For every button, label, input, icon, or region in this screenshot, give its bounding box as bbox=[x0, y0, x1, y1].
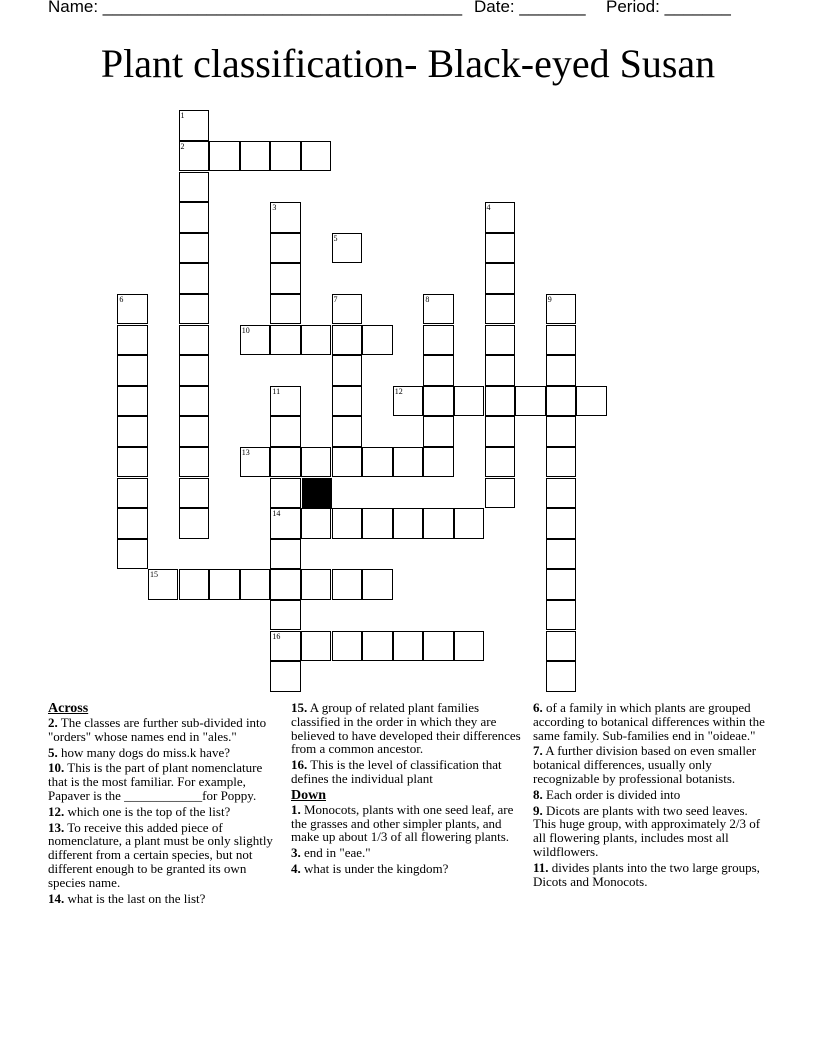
crossword-cell[interactable] bbox=[576, 386, 607, 417]
crossword-cell[interactable] bbox=[117, 508, 148, 539]
crossword-cell[interactable] bbox=[179, 172, 210, 203]
clue-down-8: 8. Each order is divided into bbox=[533, 786, 681, 802]
crossword-cell[interactable] bbox=[179, 294, 210, 325]
crossword-cell[interactable] bbox=[301, 325, 332, 356]
clue-down-11: 11. divides plants into the two large groups, Dicots and Monocots. bbox=[533, 859, 760, 889]
crossword-cell[interactable] bbox=[546, 508, 577, 539]
crossword-cell[interactable] bbox=[423, 447, 454, 478]
crossword-cell[interactable] bbox=[485, 233, 516, 264]
clue-number: 4 bbox=[486, 203, 491, 213]
blocked-square bbox=[302, 478, 333, 509]
crossword-cell[interactable] bbox=[270, 661, 301, 692]
down-heading: Down bbox=[291, 787, 327, 803]
crossword-cell[interactable] bbox=[240, 141, 271, 172]
crossword-cell[interactable] bbox=[301, 447, 332, 478]
clue-number: 11 bbox=[272, 386, 281, 396]
crossword-cell[interactable] bbox=[454, 386, 485, 417]
clue-number: 9 bbox=[547, 294, 552, 304]
clue-down-1: 1. Monocots, plants with one seed leaf, are the grasses and other simpler plants, and make up about 1/3 of all flowering plants. bbox=[291, 801, 514, 845]
crossword-cell[interactable] bbox=[485, 447, 516, 478]
clue-across-15: 15. A group of related plant families classified in the order in which they are believed to have developed their differences from a common ancestor. bbox=[291, 700, 521, 757]
crossword-cell[interactable] bbox=[117, 386, 148, 417]
name-field[interactable]: Name: ______________________________________ bbox=[48, 0, 463, 16]
crossword-cell[interactable] bbox=[209, 569, 240, 600]
crossword-cell[interactable] bbox=[393, 386, 424, 417]
crossword-cell[interactable] bbox=[362, 447, 393, 478]
crossword-cell[interactable] bbox=[546, 631, 577, 662]
crossword-cell[interactable] bbox=[332, 233, 363, 264]
crossword-cell[interactable] bbox=[179, 569, 210, 600]
crossword-cell[interactable] bbox=[454, 631, 485, 662]
crossword-cell[interactable] bbox=[362, 325, 393, 356]
crossword-cell[interactable] bbox=[270, 569, 301, 600]
crossword-cell[interactable] bbox=[332, 386, 363, 417]
crossword-cell[interactable] bbox=[423, 355, 454, 386]
clue-down-4: 4. what is under the kingdom? bbox=[291, 860, 449, 876]
crossword-cell[interactable] bbox=[423, 631, 454, 662]
crossword-cell[interactable] bbox=[546, 447, 577, 478]
crossword-cell[interactable] bbox=[179, 355, 210, 386]
across-heading: Across bbox=[48, 701, 89, 716]
crossword-cell[interactable] bbox=[117, 539, 148, 570]
crossword-cell[interactable] bbox=[454, 508, 485, 539]
crossword-cell[interactable] bbox=[240, 447, 271, 478]
clues-column-3 bbox=[533, 701, 773, 890]
crossword-cell[interactable] bbox=[301, 631, 332, 662]
crossword-cell[interactable] bbox=[332, 416, 363, 447]
crossword-cell[interactable] bbox=[117, 294, 148, 325]
clues-column-2 bbox=[291, 701, 523, 878]
crossword-cell[interactable] bbox=[270, 202, 301, 233]
crossword-cell[interactable] bbox=[393, 508, 424, 539]
date-field[interactable]: Date: _______ bbox=[474, 0, 586, 16]
crossword-cell[interactable] bbox=[179, 386, 210, 417]
crossword-cell[interactable] bbox=[546, 386, 577, 417]
clue-down-6: 6. of a family in which plants are grouped according to botanical differences within the same family. Sub-families end in "oideae." bbox=[533, 700, 765, 743]
clue-across-5: 5. how many dogs do miss.k have? bbox=[48, 744, 230, 760]
clue-number: 13 bbox=[241, 447, 250, 457]
clues-column-1 bbox=[48, 701, 284, 907]
clue-number: 14 bbox=[272, 509, 281, 519]
crossword-cell[interactable] bbox=[423, 508, 454, 539]
clue-number: 15 bbox=[149, 570, 158, 580]
crossword-cell[interactable] bbox=[179, 263, 210, 294]
clue-down-7: 7. A further division based on even smaller botanical differences, usually only recognizable by professional botanists. bbox=[533, 743, 757, 786]
clue-down-9: 9. Dicots are plants with two seed leaves. This huge group, with approximately 2/3 of all flowering plants, includes most all wildflowers. bbox=[533, 802, 761, 859]
crossword-cell[interactable] bbox=[179, 478, 210, 509]
clue-across-10: 10. This is the part of plant nomenclature that is the most familiar. For example, Papaver is the ____________for Poppy. bbox=[48, 760, 263, 803]
crossword-cell[interactable] bbox=[393, 447, 424, 478]
crossword-cell[interactable] bbox=[179, 325, 210, 356]
crossword-cell[interactable] bbox=[270, 141, 301, 172]
crossword-cell[interactable] bbox=[179, 110, 210, 141]
crossword-cell[interactable] bbox=[332, 631, 363, 662]
crossword-cell[interactable] bbox=[117, 325, 148, 356]
clue-number: 2 bbox=[180, 141, 185, 151]
crossword-cell[interactable] bbox=[270, 447, 301, 478]
crossword-cell[interactable] bbox=[179, 202, 210, 233]
clue-down-3: 3. end in "eae." bbox=[291, 845, 371, 861]
clue-number: 1 bbox=[180, 111, 185, 121]
crossword-cell[interactable] bbox=[546, 355, 577, 386]
crossword-cell[interactable] bbox=[485, 263, 516, 294]
clue-number: 10 bbox=[241, 325, 250, 335]
crossword-cell[interactable] bbox=[209, 141, 240, 172]
crossword-cell[interactable] bbox=[362, 569, 393, 600]
crossword-cell[interactable] bbox=[301, 569, 332, 600]
clue-across-2: 2. The classes are further sub-divided into "orders" whose names end in "ales." bbox=[48, 715, 267, 744]
crossword-cell[interactable] bbox=[546, 600, 577, 631]
crossword-cell[interactable] bbox=[270, 600, 301, 631]
crossword-cell[interactable] bbox=[270, 631, 301, 662]
crossword-cell[interactable] bbox=[117, 355, 148, 386]
clue-across-12: 12. which one is the top of the list? bbox=[48, 803, 231, 819]
crossword-cell[interactable] bbox=[485, 294, 516, 325]
crossword-cell[interactable] bbox=[270, 294, 301, 325]
crossword-cell[interactable] bbox=[270, 478, 301, 509]
clue-number: 8 bbox=[425, 294, 430, 304]
crossword-cell[interactable] bbox=[117, 416, 148, 447]
crossword-cell[interactable] bbox=[270, 508, 301, 539]
crossword-cell[interactable] bbox=[546, 416, 577, 447]
crossword-cell[interactable] bbox=[332, 355, 363, 386]
crossword-cell[interactable] bbox=[485, 202, 516, 233]
crossword-cell[interactable] bbox=[423, 416, 454, 447]
crossword-cell[interactable] bbox=[362, 631, 393, 662]
crossword-cell[interactable] bbox=[546, 294, 577, 325]
clue-number: 7 bbox=[333, 294, 338, 304]
page-title: Plant classification- Black-eyed Susan bbox=[100, 41, 716, 86]
clue-across-16: 16. This is the level of classification that defines the individual plant bbox=[291, 757, 502, 786]
crossword-cell[interactable] bbox=[485, 478, 516, 509]
crossword-cell[interactable] bbox=[485, 325, 516, 356]
clue-across-13: 13. To receive this added piece of nomenclature, a plant must be only slightly different from a certain species, but not different enough to be granted its own species name. bbox=[48, 819, 273, 890]
crossword-cell[interactable] bbox=[546, 325, 577, 356]
clue-number: 6 bbox=[119, 294, 124, 304]
crossword-cell[interactable] bbox=[270, 416, 301, 447]
crossword-cell[interactable] bbox=[423, 325, 454, 356]
crossword-cell[interactable] bbox=[270, 386, 301, 417]
crossword-cell[interactable] bbox=[240, 325, 271, 356]
crossword-cell[interactable] bbox=[423, 386, 454, 417]
crossword-cell[interactable] bbox=[332, 569, 363, 600]
crossword-cell[interactable] bbox=[332, 325, 363, 356]
crossword-cell[interactable] bbox=[117, 478, 148, 509]
clue-number: 16 bbox=[272, 631, 281, 641]
crossword-cell[interactable] bbox=[362, 508, 393, 539]
crossword-cell[interactable] bbox=[148, 569, 179, 600]
crossword-cell[interactable] bbox=[332, 294, 363, 325]
clue-number: 5 bbox=[333, 233, 338, 243]
crossword-cell[interactable] bbox=[485, 355, 516, 386]
crossword-cell[interactable] bbox=[270, 539, 301, 570]
crossword-cell[interactable] bbox=[179, 141, 210, 172]
crossword-cell[interactable] bbox=[485, 416, 516, 447]
crossword-cell[interactable] bbox=[179, 416, 210, 447]
crossword-cell[interactable] bbox=[546, 661, 577, 692]
crossword-cell[interactable] bbox=[270, 233, 301, 264]
crossword-cell[interactable] bbox=[301, 508, 332, 539]
crossword-cell[interactable] bbox=[179, 508, 210, 539]
crossword-cell[interactable] bbox=[240, 569, 271, 600]
crossword-cell[interactable] bbox=[546, 478, 577, 509]
crossword-cell[interactable] bbox=[393, 631, 424, 662]
period-field[interactable]: Period: _______ bbox=[606, 0, 731, 16]
clue-number: 3 bbox=[272, 203, 277, 213]
crossword-cell[interactable] bbox=[179, 233, 210, 264]
crossword-cell[interactable] bbox=[332, 447, 363, 478]
crossword-cell[interactable] bbox=[423, 294, 454, 325]
crossword-cell[interactable] bbox=[117, 447, 148, 478]
clue-number: 12 bbox=[394, 386, 403, 396]
crossword-cell[interactable] bbox=[270, 325, 301, 356]
crossword-cell[interactable] bbox=[179, 447, 210, 478]
crossword-cell[interactable] bbox=[485, 386, 516, 417]
crossword-cell[interactable] bbox=[301, 141, 332, 172]
clue-across-14: 14. what is the last on the list? bbox=[48, 890, 206, 906]
crossword-cell[interactable] bbox=[515, 386, 546, 417]
crossword-cell[interactable] bbox=[270, 263, 301, 294]
crossword-cell[interactable] bbox=[546, 539, 577, 570]
crossword-cell[interactable] bbox=[546, 569, 577, 600]
crossword-cell[interactable] bbox=[332, 508, 363, 539]
